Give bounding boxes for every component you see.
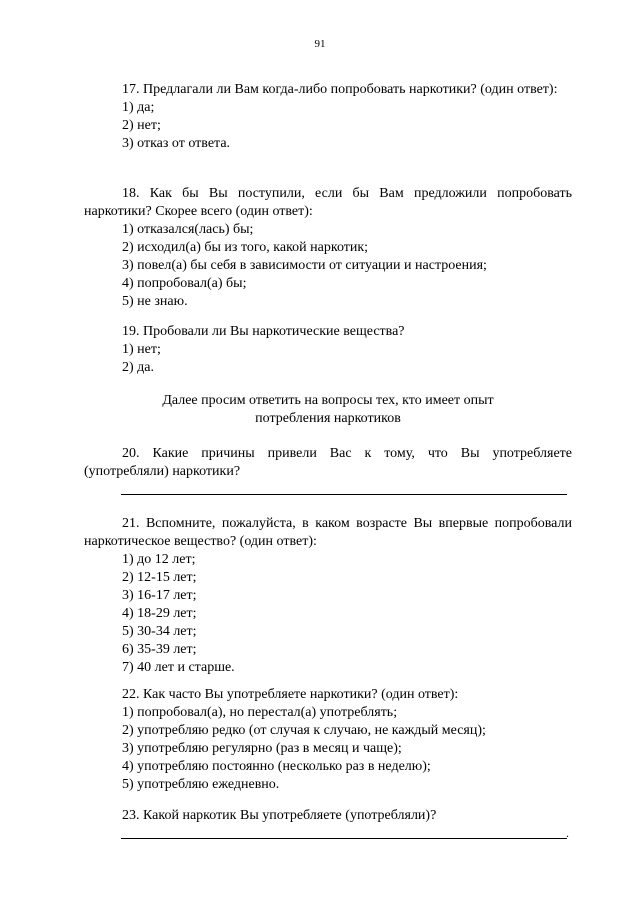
option-item: 5) 30-34 лет; [122,624,197,639]
option-item: 5) употребляю ежедневно. [122,777,280,792]
options-list [84,551,572,677]
options-list [84,704,572,794]
option-item: 2) исходил(а) бы из того, какой наркотик; [122,240,369,255]
option-item: 5) не знаю. [122,294,188,309]
options-list [84,341,572,377]
option-item: 2) да. [122,360,154,375]
option-item: 2) нет; [122,118,161,133]
option-item: 3) употребляю регулярно (раз в месяц и чаще); [122,741,402,756]
question-19 [84,323,572,377]
option-item: 1) до 12 лет; [122,552,196,567]
section-note [84,392,572,428]
option-item: 4) попробовал(а) бы; [122,276,247,291]
question-18 [84,185,572,311]
question-21 [84,515,572,677]
option-item: 7) 40 лет и старше. [122,660,235,675]
section-note-line: потребления наркотиков [255,411,401,426]
option-item: 3) отказ от ответа. [122,136,231,151]
question-text: 18. Как бы Вы поступили, если бы Вам предложили попробовать наркотики? Скорее всего (один ответ): [84,186,572,219]
option-item: 2) употребляю редко (от случая к случаю, не каждый месяц); [122,723,486,738]
trailing-period: . [566,826,569,840]
option-item: 3) повел(а) бы себя в зависимости от ситуации и настроения; [122,258,487,273]
option-item: 1) отказался(лась) бы; [122,222,254,237]
option-item: 1) да; [122,100,155,115]
question-text: 21. Вспомните, пожалуйста, в каком возрасте Вы впервые попробовали наркотическое вещество? (один ответ): [84,516,572,549]
options-list [84,99,572,153]
question-17 [84,81,572,153]
question-23 [84,807,572,825]
answer-line[interactable] [121,838,567,839]
option-item: 6) 35-39 лет; [122,642,197,657]
question-text: 22. Как часто Вы употребляете наркотики? (один ответ): [122,687,459,702]
question-text: 17. Предлагали ли Вам когда-либо попробовать наркотики? (один ответ): [122,82,558,97]
page-number: 91 [314,38,326,50]
question-22 [84,686,572,794]
option-item: 2) 12-15 лет; [122,570,197,585]
question-text: 20. Какие причины привели Вас к тому, что Вы употребляете (употребляли) наркотики? [84,446,572,479]
section-note-line: Далее просим ответить на вопросы тех, кто имеет опыт [162,393,494,408]
option-item: 1) попробовал(а), но перестал(а) употреблять; [122,705,398,720]
option-item: 3) 16-17 лет; [122,588,197,603]
question-text: 23. Какой наркотик Вы употребляете (употребляли)? [122,808,437,823]
answer-line[interactable] [121,494,567,495]
option-item: 4) употребляю постоянно (несколько раз в неделю); [122,759,431,774]
question-text: 19. Пробовали ли Вы наркотические вещества? [122,324,405,339]
option-item: 4) 18-29 лет; [122,606,197,621]
options-list [84,221,572,311]
option-item: 1) нет; [122,342,161,357]
question-20 [84,445,572,481]
